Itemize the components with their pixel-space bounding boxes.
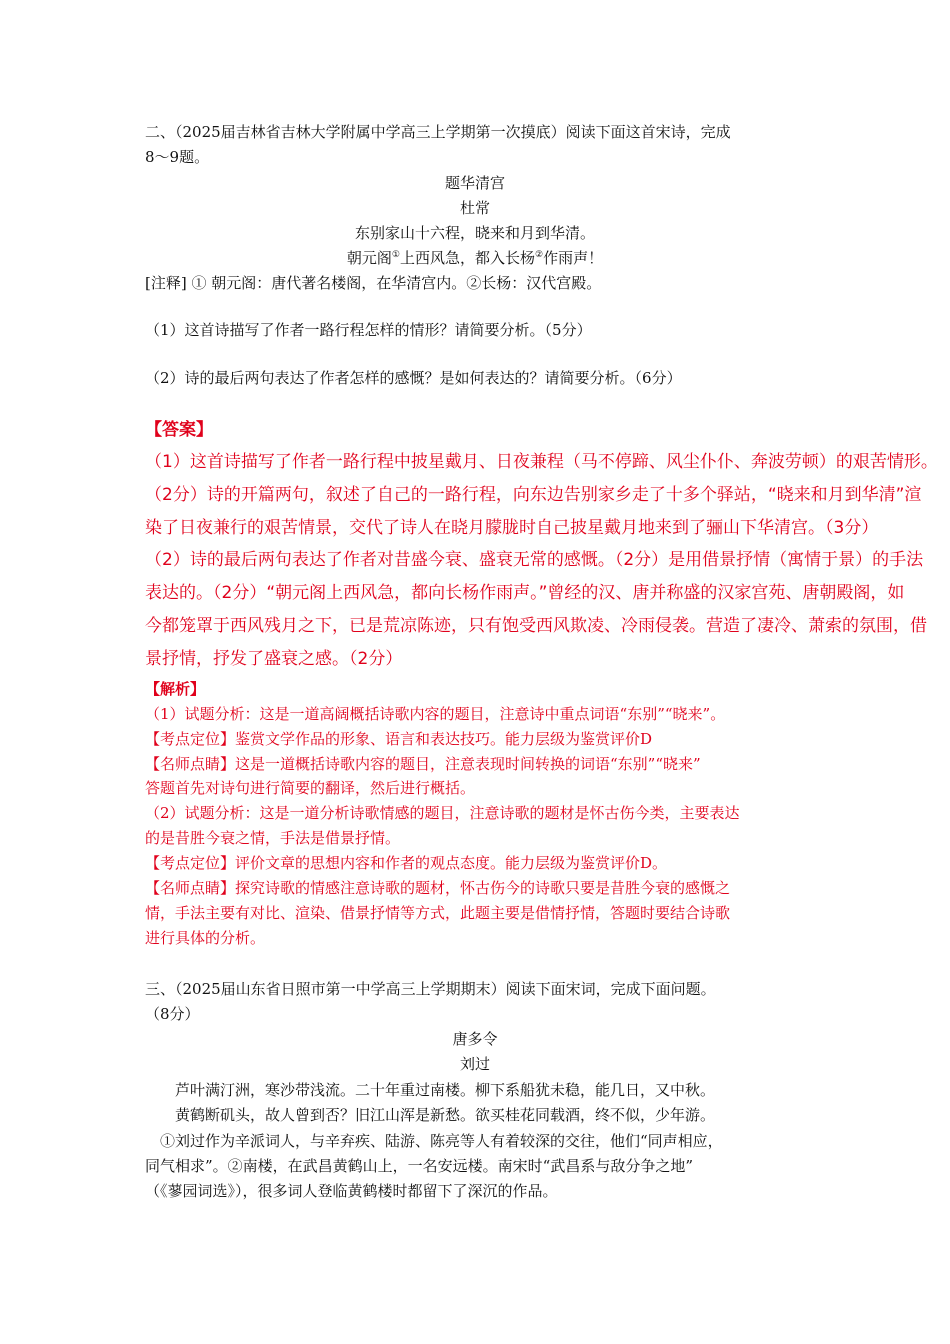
answer-line: 景抒情，抒发了盛衰之感。（2分） — [145, 649, 403, 669]
answer-line: （2分）诗的开篇两句，叙述了自己的一路行程，向东边告别家乡走了十多个驿站，“晓来和月到华清”渲 — [145, 485, 922, 505]
question-1: （1）这首诗描写了作者一路行程怎样的情形？请简要分析。（5分） — [145, 321, 592, 339]
answer-line: 表达的。（2分）“朝元阁上西风急，都向长杨作雨声。”曾经的汉、唐并称盛的汉家宫苑、唐朝殿阁，如 — [145, 583, 905, 603]
poem-author: 刘过 — [459, 1055, 490, 1073]
note-line: 同气相求”。②南楼，在武昌黄鹤山上，一名安远楼。南宋时“武昌系与敌分争之地” — [145, 1157, 694, 1175]
poem-title: 题华清宫 — [444, 174, 505, 192]
analysis-line: 【名师点睛】这是一道概括诗歌内容的题目，注意表现时间转换的词语“东别”“晓来” — [145, 755, 701, 773]
poem-line-1: 东别家山十六程，晓来和月到华清。 — [354, 224, 595, 242]
section2-heading-line2: 8～9题。 — [145, 148, 210, 166]
answer-line: 染了日夜兼行的艰苦情景，交代了诗人在晓月朦胧时自己披星戴月地来到了骊山下华清宫。（3分） — [145, 518, 879, 538]
poem-title: 唐多令 — [452, 1030, 498, 1048]
note-line: （《蓼园词选》），很多词人登临黄鹤楼时都留下了深沉的作品。 — [145, 1182, 558, 1200]
note-mark-1: ① — [391, 250, 400, 260]
answer-label: 【答案】 — [145, 420, 213, 440]
poem-line-2 — [0, 248, 950, 268]
poem-annotation: [注释] ① 朝元阁：唐代著名楼阁，在华清宫内。②长杨：汉代宫殿。 — [145, 274, 602, 292]
poem-line-2-part-a: 朝元阁 — [346, 249, 392, 267]
question-2: （2）诗的最后两句表达了作者怎样的感慨？是如何表达的？请简要分析。（6分） — [145, 369, 682, 387]
analysis-line: 进行具体的分析。 — [145, 929, 266, 947]
answer-line: 今都笼罩于西风残月之下，已是荒凉陈迹，只有饱受西风欺凌、冷雨侵袭。营造了凄冷、萧索的氛围，借 — [145, 616, 927, 636]
poem-line-2-part-b: 上西风急，都入长杨 — [399, 249, 535, 267]
poem-line-1: 芦叶满汀洲，寒沙带浅流。二十年重过南楼。柳下系船犹未稳，能几日，又中秋。 — [175, 1081, 716, 1099]
poem-line-2: 黄鹤断矶头，故人曾到否？旧江山浑是新愁。欲买桂花同载酒，终不似，少年游。 — [175, 1106, 716, 1124]
note-line: ①刘过作为辛派词人，与辛弃疾、陆游、陈亮等人有着较深的交往，他们“同声相应， — [160, 1132, 723, 1150]
answer-line: （1）这首诗描写了作者一路行程中披星戴月、日夜兼程（马不停蹄、风尘仆仆、奔波劳顿）的艰苦情形。 — [145, 452, 938, 472]
section3-heading-line2: （8分） — [145, 1005, 200, 1023]
analysis-line: （2）试题分析：这是一道分析诗歌情感的题目，注意诗歌的题材是怀古伤今类，主要表达 — [145, 804, 740, 822]
poem-author: 杜常 — [459, 199, 490, 217]
analysis-line: 【名师点睛】探究诗歌的情感注意诗歌的题材，怀古伤今的诗歌只要是昔胜今衰的感慨之 — [145, 879, 731, 897]
analysis-line: 答题首先对诗句进行简要的翻译，然后进行概括。 — [145, 779, 476, 797]
analysis-line: 情，手法主要有对比、渲染、借景抒情等方式，此题主要是借情抒情，答题时要结合诗歌 — [145, 904, 731, 922]
analysis-line: 【考点定位】鉴赏文学作品的形象、语言和表达技巧。能力层级为鉴赏评价D — [145, 730, 653, 748]
answer-line: （2）诗的最后两句表达了作者对昔盛今衰、盛衰无常的感慨。（2分）是用借景抒情（寓情于景）的手法 — [145, 550, 924, 570]
analysis-label: 【解析】 — [145, 680, 206, 698]
note-mark-2: ② — [535, 250, 544, 260]
poem-line-2-part-c: 作雨声！ — [543, 249, 604, 267]
section3-heading-line1: 三、（2025届山东省日照市第一中学高三上学期期末）阅读下面宋词，完成下面问题。 — [145, 980, 716, 998]
analysis-line: 的是昔胜今衰之情，手法是借景抒情。 — [145, 829, 401, 847]
analysis-line: （1）试题分析：这是一道高阔概括诗歌内容的题目，注意诗中重点词语“东别”“晓来”。 — [145, 705, 726, 723]
analysis-line: 【考点定位】评价文章的思想内容和作者的观点态度。能力层级为鉴赏评价D。 — [145, 854, 668, 872]
section2-heading-line1: 二、（2025届吉林省吉林大学附属中学高三上学期第一次摸底）阅读下面这首宋诗，完成 — [145, 123, 731, 141]
